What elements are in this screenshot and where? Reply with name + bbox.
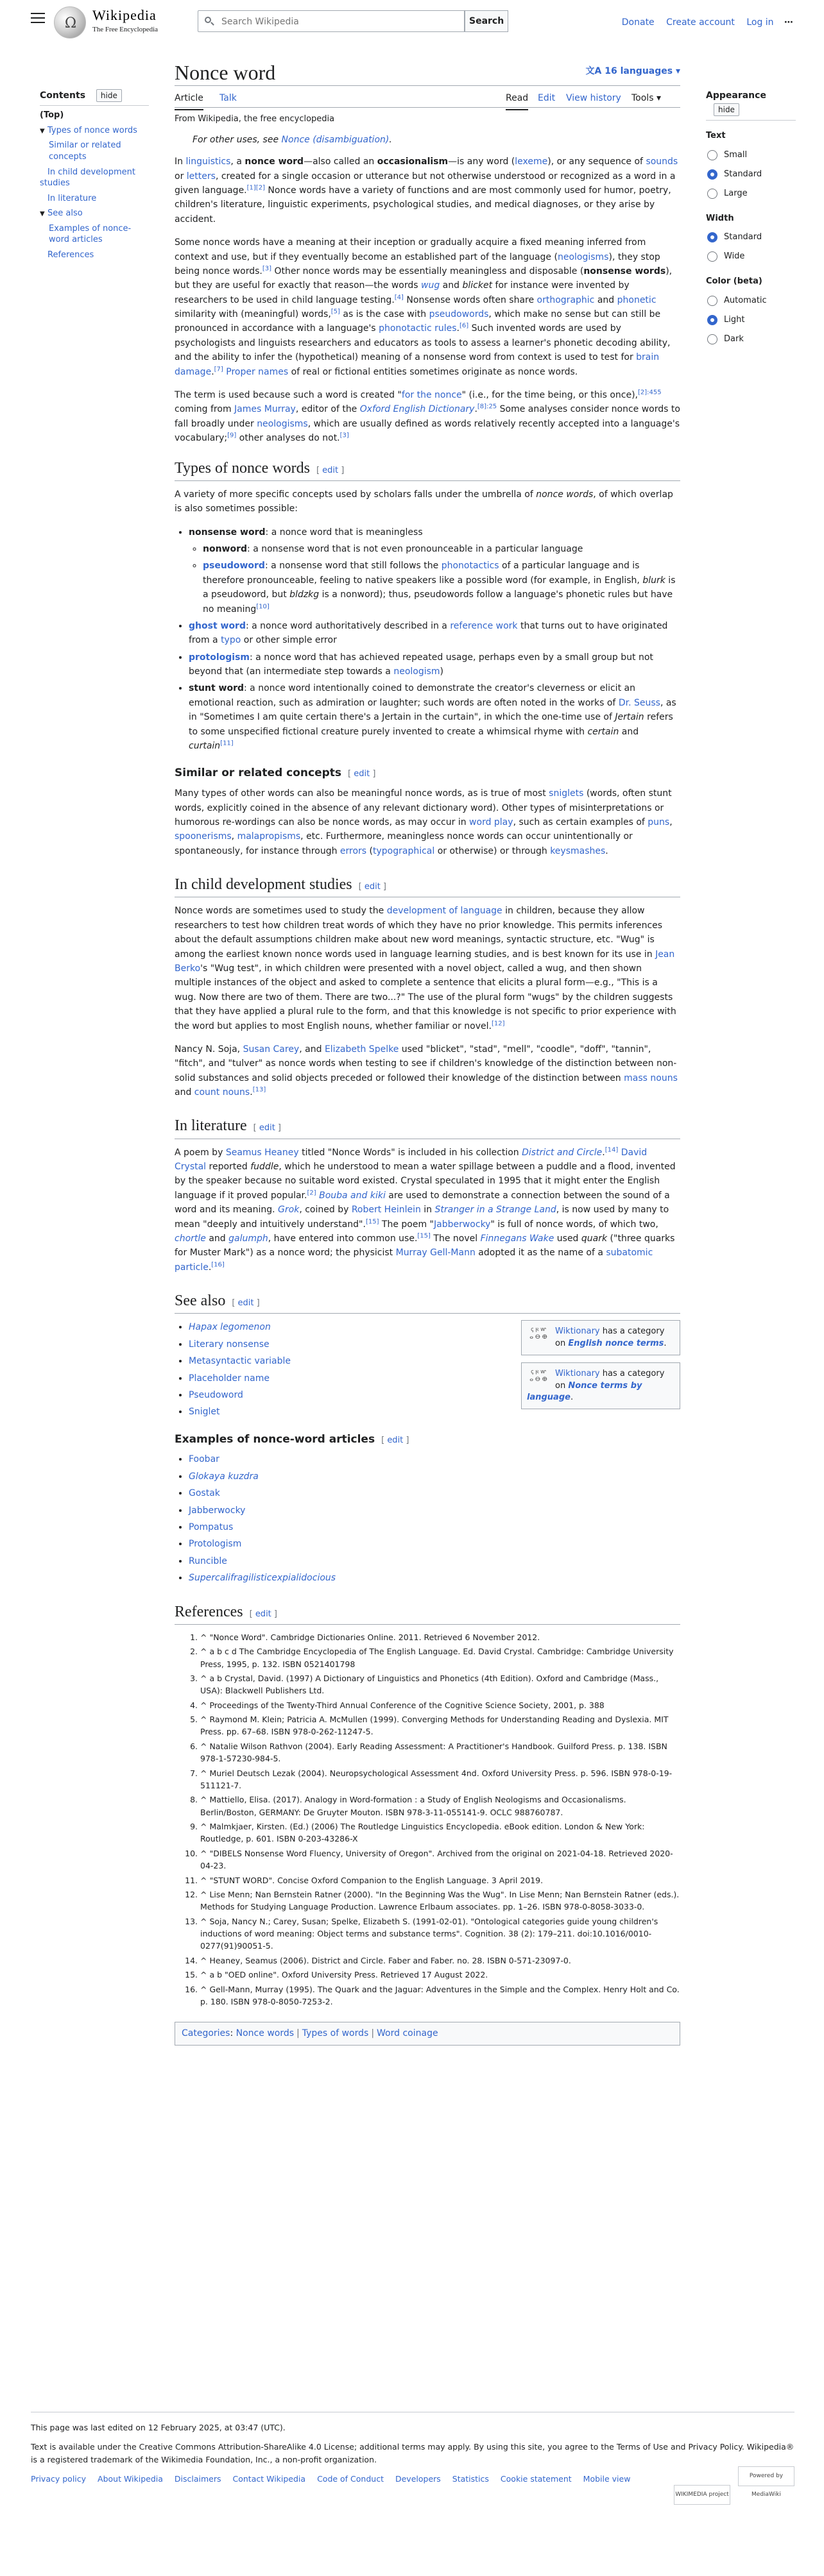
toc-title: Contents xyxy=(40,90,86,101)
hatnote-link[interactable]: Nonce (disambiguation) xyxy=(281,134,390,145)
types-list xyxy=(175,525,680,754)
section-heading-types: Types of nonce words [ edit ] xyxy=(175,459,680,481)
edit-section-link[interactable]: [ edit ] xyxy=(381,1435,409,1445)
section-heading-similar: Similar or related concepts [ edit ] xyxy=(175,767,376,780)
reference-item: 9. ^ Malmkjaer, Kirsten. (Ed.) (2006) The Routledge Linguistics Encyclopedia. eBook edition. London & New York: Routledge, p. 601. ISBN 0-203-43286-X xyxy=(200,1820,680,1845)
wiktionary-logo-icon: ꞔ 𐍂 ⱳ ⴰ ⴱ ⴲ xyxy=(529,1326,547,1341)
more-options-icon[interactable]: ⋯ xyxy=(784,17,793,28)
tools-menu[interactable]: Tools ▾ xyxy=(631,93,661,103)
list-item: • Supercalifragilisticexpialidocious xyxy=(189,1571,680,1585)
similar-paragraph: Many types of other words can also be meaningful nonce words, as is true of most sniglets (words, often stunt words, explicitly coined in the absence of any relevant dictionary word). Other types of misinterpretations or humorous re-wordings can also be nonce words, as may occur in word play, such as certain examples of puns, spoonerisms, malapropisms, etc. Furthermore, meaningless nonce words can occur unintentionally or spontaneously, for instance through errors (typographical or otherwise) or through keysmashes. xyxy=(175,788,673,856)
color-light-radio[interactable]: Light xyxy=(706,310,796,330)
list-item: • Metasyntactic variable xyxy=(189,1354,680,1368)
toc-item-similar[interactable]: Similar or related concepts xyxy=(49,140,121,162)
category-link[interactable]: Word coinage xyxy=(377,2028,438,2039)
list-item: • Placeholder name xyxy=(189,1371,680,1385)
reference-item: 7. ^ Muriel Deutsch Lezak (2004). Neuropsychological Assessment 4nd. Oxford University Press. p. 596. ISBN 978-0-19-511121-7. xyxy=(200,1767,680,1792)
login-link[interactable]: Log in xyxy=(746,17,774,28)
tab-article[interactable]: Article xyxy=(175,91,203,110)
text-standard-radio[interactable]: Standard xyxy=(706,165,796,184)
width-standard-radio[interactable]: Standard xyxy=(706,228,796,247)
lead-paragraph-2: Some nonce words have a meaning at their inception or gradually acquire a fixed meaning inferred from context and use, but if they eventually become an established part of the language (neologisms), they stop being nonce words.[3] Other nonce words may be essentially meaningless and disposable (nonsense words), but they are useful for exactly that reason—the words wug and blicket for instance were invented by researchers to be used in child language testing.[4] Nonsense words often share orthographic and phonetic similarity with (meaningful) words,[5] as is the case with pseudowords, which make no sense but can still be pronounced in accordance with a language's phonotactic rules.[6] Such invented words are used by psychologists and linguists researchers and educators as tools to assess a learner's phonetic decoding ability, and the ability to infer the (hypothetical) meaning of a nonsense word from context is used to test for brain damage.[7] Proper names of real or fictional entities sometimes originate as nonce words. xyxy=(175,237,673,377)
edit-section-link[interactable]: [ edit ] xyxy=(348,769,376,779)
tagline: The Free Encyclopedia xyxy=(92,26,159,33)
color-dark-radio[interactable]: Dark xyxy=(706,330,796,349)
site-sub: From Wikipedia, the free encyclopedia xyxy=(175,114,335,124)
toc-header xyxy=(40,89,149,106)
toc-item-top[interactable]: (Top) xyxy=(40,110,64,121)
translate-icon: 文A xyxy=(585,66,605,76)
donate-link[interactable]: Donate xyxy=(621,17,655,28)
text-size-label: Text xyxy=(706,130,726,140)
reference-item: 14. ^ Heaney, Seamus (2006). District and Circle. Faber and Faber. no. 28. ISBN 0-571-23097-0. xyxy=(200,1954,680,1967)
color-automatic-radio[interactable]: Automatic xyxy=(706,291,796,310)
wikipedia-globe-logo[interactable]: Ω xyxy=(54,6,86,38)
search-icon xyxy=(205,17,214,26)
site-header xyxy=(0,0,824,41)
section-heading-literature: In literature [ edit ] xyxy=(175,1116,680,1139)
edit-section-link[interactable]: [ edit ] xyxy=(232,1298,260,1309)
literature-paragraph: A poem by Seamus Heaney titled "Nonce Words" is included in his collection District and Circle.[14] David Crystal reported fuddle, which he understood to mean a water spillage between a puddle and a flood, invented by the speaker because no suitable word existed. Crystal speculated in 1995 that it might enter the English language if it proved popular.[2] Bouba and kiki are used to demonstrate a connection between the sound of a word and its meaning. Grok, coined by Robert Heinlein in Stranger in a Strange Land, is now used by many to mean "deeply and intuitively understand".[15] The poem "Jabberwocky" is full of nonce words, of which two, chortle and galumph, have entered into common use.[15] The novel Finnegans Wake used quark ("three quarks for Muster Mark") as a nonce word; the physicist Murray Gell-Mann adopted it as the name of a subatomic particle.[16] xyxy=(175,1146,676,1273)
footer-link[interactable]: Mobile view xyxy=(583,2474,631,2484)
text-small-radio[interactable]: Small xyxy=(706,146,796,165)
reference-item: 5. ^ Raymond M. Klein; Patricia A. McMullen (1999). Converging Methods for Understanding Reading and Dyslexia. MIT Press. pp. 67–68. ISBN 978-0-262-11247-5. xyxy=(200,1713,680,1738)
list-item: • Pseudoword xyxy=(189,1388,680,1402)
appearance-panel xyxy=(706,89,796,349)
list-item: • Literary nonsense xyxy=(189,1337,680,1352)
wiktionary-logo-icon: ꞔ 𐍂 ⱳ ⴰ ⴱ ⴲ xyxy=(529,1369,547,1384)
page-tabs xyxy=(175,86,680,108)
list-item: • Protologism xyxy=(189,1537,680,1551)
section-heading-examples: Examples of nonce-word articles [ edit ] xyxy=(175,1432,409,1446)
lead-paragraph-3: The term is used because such a word is created "for the nonce" (i.e., for the time being, or this once),$^{[2]:455}$ coming from James Murray, editor of the Oxford English Dictionary.$^{[8]:25}$ Some analyses consider nonce words to fall broadly under neologisms, which are usually defined as words relatively recently accepted into a language's vocabulary;[9] other analyses do not.[3] xyxy=(175,389,680,444)
reference-item: 15. ^ a b "OED online". Oxford University Press. Retrieved 17 August 2022. xyxy=(200,1969,680,1981)
personal-tools xyxy=(613,15,793,30)
list-item: • Pompatus xyxy=(189,1520,680,1534)
reference-item: 10. ^ "DIBELS Nonsense Word Fluency, University of Oregon". Archived from the original on 2021-04-18. Retrieved 2020-04-23. xyxy=(200,1847,680,1872)
section-heading-child: In child development studies [ edit ] xyxy=(175,875,680,897)
wikimedia-badge[interactable]: WIKIMEDIA project xyxy=(674,2485,730,2505)
footer-link[interactable]: Disclaimers xyxy=(174,2474,221,2484)
edit-section-link[interactable]: [ edit ] xyxy=(249,1609,277,1619)
lead-paragraph-1: In linguistics, a nonce word—also called an occasionalism—is any word (lexeme), or any sequence of sounds or letters, created for a single occasion or utterance but not otherwise understood or recognized as a word in a given language.[1][2] Nonce words have a variety of functions and are most commonly used for humor, poetry, children's literature, linguistic experiments, psychological studies, and medical diagnoses, or they arise by accident. xyxy=(175,157,678,225)
last-edited: This page was last edited on 12 February 2025, at 03:47 (UTC). xyxy=(31,2423,286,2432)
toc-item-literature[interactable]: In literature xyxy=(47,193,97,203)
reference-item: 12. ^ Lise Menn; Nan Bernstein Ratner (2000). "In the Beginning Was the Wug". In Lise Menn; Nan Bernstein Ratner (eds.). Methods for Studying Language Production. Lawrence Erlbaum associates. pp. 1–26. ISBN 978-0-8058-3033-0. xyxy=(200,1888,680,1913)
reference-item: 8. ^ Mattiello, Elisa. (2017). Analogy in Word-formation : a Study of English Neologisms and Occasionalisms. Berlin/Boston, GERMANY: De Gruyter Mouton. ISBN 978-3-11-055141-9. OCLC 988760787. xyxy=(200,1793,680,1818)
toc-item-references[interactable]: References xyxy=(47,250,94,260)
category-link[interactable]: Nonce words xyxy=(236,2028,295,2039)
toc-item-examples[interactable]: Examples of nonce-word articles xyxy=(49,223,132,245)
toc-item-seealso[interactable]: ▼ See also xyxy=(40,208,83,219)
reference-item: 4. ^ Proceedings of the Twenty-Third Annual Conference of the Cognitive Science Society, 2001, p. 388 xyxy=(200,1699,680,1711)
search-button[interactable]: Search xyxy=(465,10,508,32)
mediawiki-badge[interactable]: Powered by MediaWiki xyxy=(738,2466,794,2486)
search-box xyxy=(198,10,465,32)
list-item: • Gostak xyxy=(189,1486,680,1500)
article-content xyxy=(175,59,680,2046)
tab-talk[interactable]: Talk xyxy=(219,93,237,103)
footer-link[interactable]: Code of Conduct xyxy=(317,2474,384,2484)
footer-link[interactable]: Cookie statement xyxy=(500,2474,572,2484)
section-heading-references: References [ edit ] xyxy=(175,1602,680,1625)
section-heading-seealso: See also [ edit ] xyxy=(175,1291,680,1314)
list-item: ◦ nonword: a nonsense word that is not even pronounceable in a particular language xyxy=(203,542,680,556)
list-item: • protologism: a nonce word that has achieved repeated usage, perhaps even by a small group but not beyond that (an intermediate step towards a neologism) xyxy=(189,650,680,679)
edit-section-link[interactable]: [ edit ] xyxy=(253,1123,282,1133)
tab-read[interactable]: Read xyxy=(506,91,528,110)
toc-item-types[interactable]: ▼ Types of nonce words xyxy=(40,125,137,135)
toc-hide-button[interactable]: hide xyxy=(96,89,122,102)
category-link[interactable]: Types of words xyxy=(302,2028,369,2039)
chevron-down-icon[interactable]: ▼ xyxy=(40,210,45,218)
page-footer xyxy=(31,2412,794,2498)
tab-edit[interactable]: Edit xyxy=(538,93,556,103)
title-row xyxy=(175,59,680,86)
child-paragraph-2: Nancy N. Soja, Susan Carey, and Elizabeth Spelke used "blicket", "stad", "mell", "coodle", "doff", "tannin", "fitch", and "tulver" as nonce words when testing to see if children's knowledge of the distinction between non-solid substances and solid objects preceded or followed their knowledge of the distinction between mass nouns and count nouns.[13] xyxy=(175,1044,678,1098)
footer-link[interactable]: Developers xyxy=(395,2474,441,2484)
footer-link[interactable]: Privacy policy xyxy=(31,2474,87,2484)
examples-list xyxy=(175,1452,680,1585)
width-label: Width xyxy=(706,213,734,223)
text-large-radio[interactable]: Large xyxy=(706,184,796,203)
reference-item: 11. ^ "STUNT WORD". Concise Oxford Companion to the English Language. 3 April 2019. xyxy=(200,1874,680,1886)
page-title: Nonce word xyxy=(175,61,276,84)
footer-link[interactable]: About Wikipedia xyxy=(98,2474,163,2484)
reference-item: 16. ^ Gell-Mann, Murray (1995). The Quark and the Jaguar: Adventures in the Simple and the Complex. Henry Holt and Co. p. 180. ISBN 978-0-8050-7253-2. xyxy=(200,1983,680,2008)
list-item: • Jabberwocky xyxy=(189,1504,680,1518)
list-item: • Glokaya kuzdra xyxy=(189,1470,680,1484)
edit-section-link[interactable]: [ edit ] xyxy=(316,465,345,475)
categories-box: Categories: Nonce words | Types of words | Word coinage xyxy=(175,2022,680,2045)
reference-item: 6. ^ Natalie Wilson Rathvon (2004). Early Reading Assessment: A Practitioner's Handbook. Guilford Press. p. 138. ISBN 978-1-57230-984-5. xyxy=(200,1740,680,1765)
list-item: • ghost word: a nonce word authoritatively described in a reference work that turns out to have originated from a typo or other simple error xyxy=(189,619,680,648)
table-of-contents xyxy=(40,89,149,260)
reference-item: 2. ^ a b c d The Cambridge Encyclopedia of The English Language. Ed. David Crystal. Cambridge: Cambridge University Press, 1995, p. 132. ISBN 0521401798 xyxy=(200,1645,680,1670)
edit-section-link[interactable]: [ edit ] xyxy=(358,882,387,892)
list-item: • stunt word: a nonce word intentionally coined to demonstrate the creator's cleverness or elicit an emotional reaction, such as admiration or laughter; such words are often noted in the works of Dr. Seuss, as in "Sometimes I am quite certain there's a Jertain in the curtain", in which the one-time use of Jertain refers to some unspecified fictional creature purely invented to create a whimsical rhyme with certain and curtain[11] xyxy=(189,681,680,753)
child-paragraph-1: Nonce words are sometimes used to study the development of language in children, because they allow researchers to test how children treat words of which they have no prior knowledge. This permits inferences about the default assumptions children make about new word meanings, syntactic structure, etc. "Wug" is among the earliest known nonce words used in language learning studies, and is best known for its use in Jean Berko's "Wug test", in which children were presented with a novel object, called a wug, and then shown multiple instances of the object and asked to complete a sentence that elicits a plural form—e.g., "This is a wug. Now there are two of them. There are two...?" The use of the plural form "wugs" by the children suggests that they have applied a plural rule to the form, and that this knowledge is not specific to prior experience with the word but applies to most English nouns, whether familiar or novel.[12] xyxy=(175,906,676,1031)
wiktionary-box-english: ꞔ 𐍂 ⱳ ⴰ ⴱ ⴲ Wiktionary has a category on English nonce terms. xyxy=(521,1320,680,1355)
wiktionary-box-languages: ꞔ 𐍂 ⱳ ⴰ ⴱ ⴲ Wiktionary has a category on Nonce terms by language. xyxy=(521,1362,680,1409)
reference-item: 1. ^ "Nonce Word". Cambridge Dictionaries Online. 2011. Retrieved 6 November 2012. xyxy=(200,1631,680,1643)
categories-link[interactable]: Categories xyxy=(182,2028,230,2039)
hatnote: For other uses, see Nonce (disambiguation). xyxy=(193,134,392,145)
language-button[interactable]: 文A 16 languages ▾ xyxy=(585,66,680,76)
types-intro: A variety of more specific concepts used by scholars falls under the umbrella of nonce words, of which overlap is also sometimes possible: xyxy=(175,489,673,514)
toc-item-child[interactable]: In child development studies xyxy=(40,167,135,189)
hamburger-icon[interactable] xyxy=(31,13,45,24)
tab-view-history[interactable]: View history xyxy=(566,93,621,103)
license-text: Text is available under the Creative Commons Attribution-ShareAlike 4.0 License; additional terms may apply. By using this site, you agree to the Terms of Use and Privacy Policy. Wikipedia® is a registered trademark of the Wikimedia Foundation, Inc., a non-profit organization. xyxy=(31,2442,794,2464)
reference-item: 3. ^ a b Crystal, David. (1997) A Dictionary of Linguistics and Phonetics (4th Edition). Oxford and Cambridge (Mass., USA): Blackwell Publishers Ltd. xyxy=(200,1672,680,1697)
chevron-down-icon[interactable]: ▼ xyxy=(40,127,45,135)
list-item: • Hapax legomenon xyxy=(189,1320,680,1334)
footer-link[interactable]: Contact Wikipedia xyxy=(232,2474,306,2484)
wordmark[interactable]: Wikipedia xyxy=(92,7,157,23)
footer-badges xyxy=(669,2466,794,2505)
width-wide-radio[interactable]: Wide xyxy=(706,247,796,266)
list-item: • Sniglet xyxy=(189,1405,680,1419)
reference-item: 13. ^ Soja, Nancy N.; Carey, Susan; Spelke, Elizabeth S. (1991-02-01). "Ontological categories guide young children's inductions of word meaning: Object terms and substance terms". Cognition. 38 (2): 179–211. doi:10.1016/0010-0277(91)90051-5. xyxy=(200,1915,680,1953)
list-item: ◦ pseudoword: a nonsense word that still follows the phonotactics of a particular language and is therefore pronounceable, feeling to native speakers like a possible word (for example, in English, blurk is a pseudoword, but bldzkg is a nonword); thus, pseudowords follow a language's phonetic rules but have no meaning[10] xyxy=(203,559,680,616)
appearance-header: Appearance hide xyxy=(706,89,796,121)
seealso-block xyxy=(175,1320,680,1419)
list-item: • Foobar xyxy=(189,1452,680,1466)
color-label: Color (beta) xyxy=(706,276,762,287)
appearance-hide-button[interactable]: hide xyxy=(714,103,739,116)
list-item: • nonsense word: a nonce word that is meaningless ◦ nonword: a nonsense word that is not even pronounceable in a particular language ◦ pseudoword: a nonsense word that still follows the phonotactics of a particular language and is therefore pronounceable, feeling to native speakers like a possible word (for example, in English, blurk is a pseudoword, but bldzkg is a nonword); thus, pseudowords follow a language's phonetic rules but have no meaning[10] xyxy=(189,525,680,616)
search-input[interactable] xyxy=(220,15,458,29)
footer-link[interactable]: Statistics xyxy=(452,2474,489,2484)
references-list xyxy=(175,1631,680,2008)
list-item: • Runcible xyxy=(189,1554,680,1568)
create-account-link[interactable]: Create account xyxy=(666,17,735,28)
